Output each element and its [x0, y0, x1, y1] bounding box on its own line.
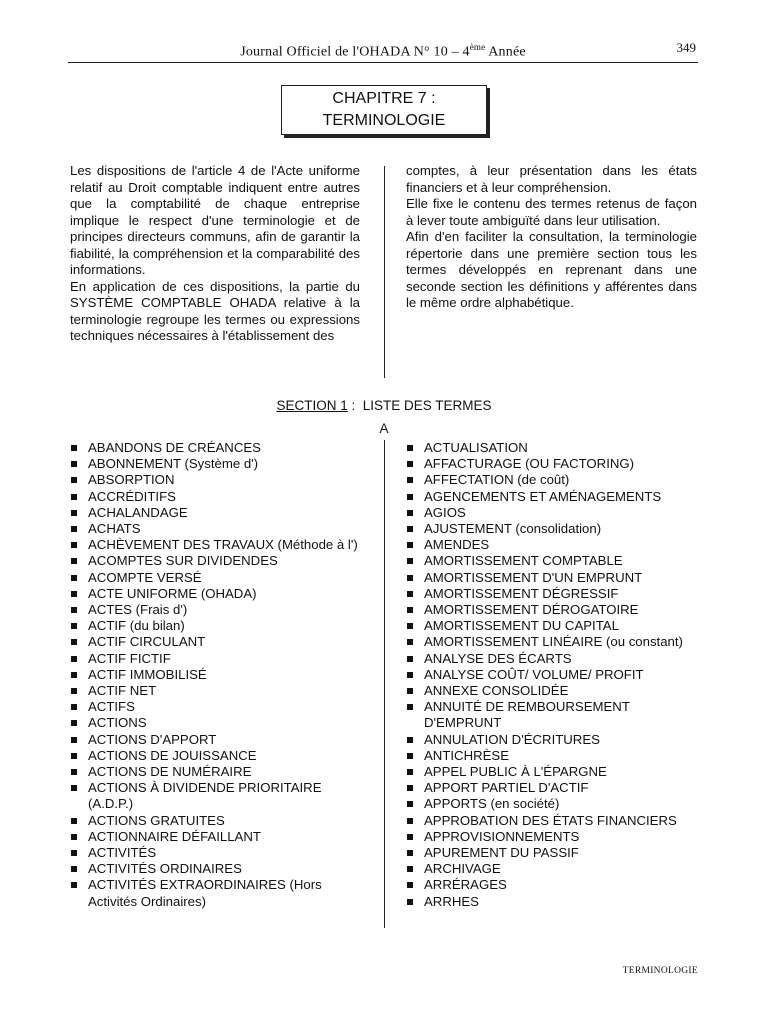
square-bullet-icon [407, 834, 413, 840]
term-item [406, 651, 706, 667]
term-item [70, 505, 370, 521]
page-number: 349 [676, 40, 696, 55]
term-label: ARRHES [424, 893, 479, 909]
term-label: ACTE UNIFORME (OHADA) [88, 585, 257, 601]
journal-title [68, 42, 698, 61]
term-label: ABANDONS DE CRÉANCES [88, 440, 261, 455]
term-item [406, 861, 706, 877]
term-item [406, 683, 706, 699]
term-item [70, 813, 370, 829]
intro-paragraph: Les dispositions de l'article 4 de l'Acte uniforme relatif au Droit comptable indiquent entre autres que la comptabilité de chaque entreprise implique le respect d'une terminologie et de principes directeurs communs, afin de garantir la fiabilité, la compréhension et la comparabilité des informations. [70, 163, 360, 277]
square-bullet-icon [71, 591, 77, 597]
term-label: ACHÈVEMENT DES TRAVAUX (Méthode à l') [88, 537, 358, 553]
term-label: APUREMENT DU PASSIF [424, 845, 579, 861]
column-divider [384, 440, 385, 928]
term-item [70, 699, 370, 715]
term-label: ACTES (Frais d') [88, 602, 188, 618]
term-label: AMORTISSEMENT LINÉAIRE (ou constant) [424, 634, 683, 650]
term-label: APPORTS (en société) [424, 796, 560, 812]
term-item [406, 553, 706, 569]
page-header [68, 40, 698, 63]
square-bullet-icon [407, 494, 413, 500]
term-label: APPROVISIONNEMENTS [424, 828, 580, 844]
term-item [70, 472, 370, 488]
square-bullet-icon [71, 494, 77, 500]
square-bullet-icon [407, 639, 413, 645]
term-item [70, 618, 370, 634]
square-bullet-icon [71, 477, 77, 483]
term-label: ARCHIVAGE [424, 861, 501, 877]
term-label: ACTIONS DE NUMÉRAIRE [88, 764, 252, 780]
term-item [406, 829, 706, 845]
square-bullet-icon [71, 526, 77, 532]
square-bullet-icon [71, 850, 77, 856]
square-bullet-icon [71, 866, 77, 872]
square-bullet-icon [407, 623, 413, 629]
term-item [406, 472, 706, 488]
term-item [70, 537, 370, 553]
term-label: ACOMPTE VERSÉ [88, 569, 202, 585]
term-label: ABONNEMENT (Système d') [88, 456, 259, 472]
term-item [406, 780, 706, 796]
square-bullet-icon [407, 688, 413, 694]
square-bullet-icon [71, 623, 77, 629]
section-separator: : [347, 398, 363, 413]
square-bullet-icon [71, 607, 77, 613]
square-bullet-icon [71, 688, 77, 694]
square-bullet-icon [71, 704, 77, 710]
intro-paragraph: En application de ces dispositions, la partie du SYSTÈME COMPTABLE OHADA relative à la terminologie regroupe les termes ou expressions techniques nécessaires à l'établissement des [70, 278, 360, 343]
term-item [406, 489, 706, 505]
term-label: AJUSTEMENT (consolidation) [424, 521, 602, 537]
square-bullet-icon [71, 445, 77, 451]
page-footer: TERMINOLOGIE [622, 966, 698, 976]
term-label: ABSORPTION [88, 472, 175, 488]
terms-list-right [406, 440, 706, 910]
term-item [70, 861, 370, 877]
square-bullet-icon [407, 801, 413, 807]
term-label: AMORTISSEMENT DÉGRESSIF [424, 585, 619, 601]
term-item [70, 667, 370, 683]
term-item [406, 894, 706, 910]
square-bullet-icon [407, 575, 413, 581]
term-label: ACTIONNAIRE DÉFAILLANT [88, 828, 261, 844]
term-label: ACTIF (du bilan) [88, 618, 185, 634]
section-heading [0, 398, 768, 413]
term-label: ACHATS [88, 521, 141, 537]
term-label: ANTICHRÈSE [424, 747, 509, 763]
term-item [70, 764, 370, 780]
term-label: ACTIONS [88, 715, 147, 731]
term-item [406, 748, 706, 764]
square-bullet-icon [407, 510, 413, 516]
term-label: AGENCEMENTS ET AMÉNAGEMENTS [424, 488, 662, 504]
term-label: AFFECTATION (de coût) [424, 472, 570, 488]
term-label: ANNULATION D'ÉCRITURES [424, 731, 600, 747]
square-bullet-icon [407, 445, 413, 451]
term-label: ACTIONS DE JOUISSANCE [88, 747, 257, 763]
square-bullet-icon [407, 461, 413, 467]
square-bullet-icon [71, 753, 77, 759]
square-bullet-icon [71, 656, 77, 662]
square-bullet-icon [407, 899, 413, 905]
term-label: AFFACTURAGE (OU FACTORING) [424, 456, 635, 472]
term-item [70, 553, 370, 569]
square-bullet-icon [71, 558, 77, 564]
section-title: LISTE DES TERMES [362, 398, 492, 413]
square-bullet-icon [71, 769, 77, 775]
term-item [70, 780, 370, 812]
chapter-title-box [281, 85, 487, 135]
term-item [70, 845, 370, 861]
square-bullet-icon [71, 510, 77, 516]
term-item [406, 586, 706, 602]
term-label: ANNUITÉ DE REMBOURSEMENT D'EMPRUNT [424, 699, 630, 731]
term-item [70, 570, 370, 586]
journal-title-superscript: ème [469, 42, 486, 52]
term-label: ACTUALISATION [424, 440, 528, 455]
term-item [70, 489, 370, 505]
square-bullet-icon [71, 720, 77, 726]
section-label: SECTION 1 [276, 398, 348, 413]
square-bullet-icon [407, 672, 413, 678]
term-label: ACHALANDAGE [88, 504, 188, 520]
square-bullet-icon [407, 882, 413, 888]
chapter-name: TERMINOLOGIE [322, 112, 446, 129]
term-item [406, 618, 706, 634]
square-bullet-icon [407, 526, 413, 532]
term-label: ACTIF FICTIF [88, 650, 171, 666]
square-bullet-icon [407, 818, 413, 824]
term-label: AMORTISSEMENT COMPTABLE [424, 553, 623, 569]
term-label: ANALYSE DES ÉCARTS [424, 650, 572, 666]
term-label: ACTIFS [88, 699, 135, 715]
term-item [406, 456, 706, 472]
term-label: AMORTISSEMENT D'UN EMPRUNT [424, 569, 643, 585]
square-bullet-icon [71, 818, 77, 824]
term-item [406, 796, 706, 812]
square-bullet-icon [71, 542, 77, 548]
square-bullet-icon [71, 785, 77, 791]
square-bullet-icon [71, 461, 77, 467]
term-label: ACTIVITÉS EXTRAORDINAIRES (Hors Activités Ordinaires) [88, 877, 322, 909]
square-bullet-icon [71, 737, 77, 743]
term-label: ACTIONS D'APPORT [88, 731, 217, 747]
terms-list-left [70, 440, 370, 910]
square-bullet-icon [407, 704, 413, 710]
term-item [70, 602, 370, 618]
term-item [70, 586, 370, 602]
term-item [70, 877, 370, 909]
term-item [70, 521, 370, 537]
alphabet-letter: A [379, 421, 389, 436]
term-item [406, 699, 706, 731]
term-label: ACTIVITÉS ORDINAIRES [88, 861, 242, 877]
term-item [70, 732, 370, 748]
term-item [406, 732, 706, 748]
term-label: ACOMPTES SUR DIVIDENDES [88, 553, 278, 569]
term-item [406, 877, 706, 893]
term-label: ACTIONS GRATUITES [88, 812, 225, 828]
term-item [70, 683, 370, 699]
term-label: ACTIVITÉS [88, 845, 157, 861]
term-item [406, 602, 706, 618]
term-label: AMORTISSEMENT DÉROGATOIRE [424, 602, 639, 618]
term-item [406, 667, 706, 683]
square-bullet-icon [407, 558, 413, 564]
square-bullet-icon [407, 785, 413, 791]
term-label: APPROBATION DES ÉTATS FINANCIERS [424, 812, 677, 828]
square-bullet-icon [407, 850, 413, 856]
square-bullet-icon [407, 656, 413, 662]
term-item [406, 813, 706, 829]
journal-title-main: Journal Officiel de l'OHADA N° 10 – 4 [240, 44, 470, 60]
term-label: APPORT PARTIEL D'ACTIF [424, 780, 589, 796]
term-item [70, 634, 370, 650]
term-label: AMENDES [424, 537, 490, 553]
term-item [406, 521, 706, 537]
term-label: ACCRÉDITIFS [88, 488, 176, 504]
term-item [406, 764, 706, 780]
term-label: ANNEXE CONSOLIDÉE [424, 683, 569, 699]
intro-left-column [70, 163, 360, 345]
square-bullet-icon [407, 477, 413, 483]
term-item [70, 748, 370, 764]
square-bullet-icon [407, 866, 413, 872]
term-label: ANALYSE COÛT/ VOLUME/ PROFIT [424, 666, 644, 682]
chapter-number: CHAPITRE 7 : [332, 90, 436, 107]
intro-paragraph: comptes, à leur présentation dans les états financiers et à leur compréhension. [406, 163, 697, 195]
term-item [70, 651, 370, 667]
term-item [406, 537, 706, 553]
square-bullet-icon [407, 607, 413, 613]
term-label: ACTIF NET [88, 683, 157, 699]
square-bullet-icon [71, 882, 77, 888]
term-item [70, 715, 370, 731]
term-label: AGIOS [424, 504, 466, 520]
term-item [406, 505, 706, 521]
term-label: ARRÉRAGES [424, 877, 507, 893]
square-bullet-icon [407, 769, 413, 775]
column-divider [384, 166, 385, 378]
term-item [70, 829, 370, 845]
term-label: AMORTISSEMENT DU CAPITAL [424, 618, 619, 634]
square-bullet-icon [71, 639, 77, 645]
square-bullet-icon [407, 753, 413, 759]
term-item [406, 845, 706, 861]
square-bullet-icon [71, 834, 77, 840]
journal-title-year: Année [485, 44, 526, 60]
square-bullet-icon [407, 591, 413, 597]
term-label: ACTIF CIRCULANT [88, 634, 206, 650]
term-label: ACTIF IMMOBILISÉ [88, 666, 207, 682]
term-item [406, 570, 706, 586]
square-bullet-icon [71, 575, 77, 581]
term-item [406, 634, 706, 650]
square-bullet-icon [407, 737, 413, 743]
term-label: ACTIONS À DIVIDENDE PRIORITAIRE (A.D.P.) [88, 780, 322, 812]
square-bullet-icon [71, 672, 77, 678]
term-item [70, 456, 370, 472]
term-item [406, 440, 706, 456]
term-item [70, 440, 370, 456]
term-label: APPEL PUBLIC À L'ÉPARGNE [424, 764, 607, 780]
square-bullet-icon [407, 542, 413, 548]
intro-right-column [406, 163, 697, 312]
intro-paragraph: Elle fixe le contenu des termes retenus de façon à lever toute ambiguïté dans leur utilisation. [406, 196, 697, 228]
intro-paragraph: Afin d'en faciliter la consultation, la terminologie répertorie dans une première section tous les termes développés en reprenant dans une seconde section les définitions y afférentes dans le même ordre alphabétique. [406, 229, 697, 310]
